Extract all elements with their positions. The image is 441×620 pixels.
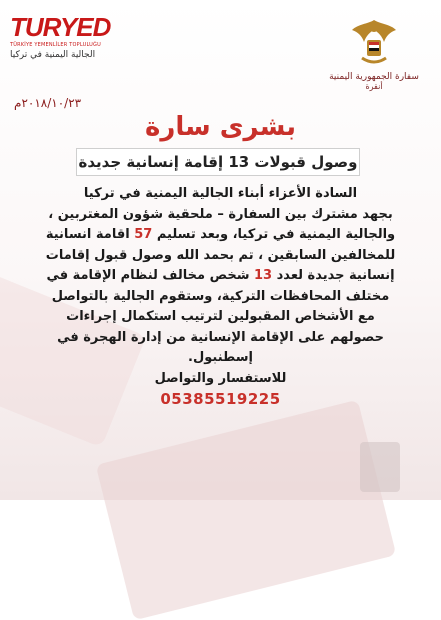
body-line-1: السادة الأعزاء أبناء الجالية اليمنية في تركيا: [83, 186, 358, 201]
contact-phone-line: [18, 389, 423, 412]
body-line-5-start: إنسانية جديدة لعدد: [272, 268, 395, 283]
subtitle: وصول قبولات 13 إقامة إنسانية جديدة: [78, 153, 358, 171]
body-line-3: [18, 225, 423, 246]
body-line-4: للمخالفين السابقين ، تم بحمد الله وصول قبول إقامات: [45, 247, 396, 263]
post-date: ٢٠١٨/١٠/٢٣م: [14, 96, 82, 110]
contact-phone[interactable]: 05385519225: [160, 390, 281, 408]
body-line-8: حصولهم على الإقامة الإنسانية من إدارة الهجرة في: [57, 329, 384, 345]
contact-label: للاستفسار والتواصل: [154, 370, 287, 386]
announcement-body: [18, 184, 423, 412]
turyed-logo: TURYED: [10, 12, 111, 42]
residence-count-accepted: 13: [254, 268, 273, 283]
turyed-logo-subtitle: TÜRKİYE YEMENLİLER TOPLULUĞU: [10, 42, 101, 48]
residence-count-delivered: 57: [134, 227, 153, 242]
body-line-2: بجهد مشترك بين السفارة – ملحقية شؤون المغتربين ،: [48, 206, 393, 222]
embassy-logo-block: [329, 14, 419, 104]
background-card-photo: [360, 442, 400, 492]
body-line-3-start: والجالية اليمنية في تركيا، وبعد تسليم: [152, 227, 396, 242]
page-title: بشرى سارة: [145, 112, 296, 142]
embassy-name: سفارة الجمهورية اليمنية: [329, 72, 419, 82]
body-line-5: [18, 266, 423, 287]
subtitle-box: [76, 148, 360, 176]
embassy-city: أنقرة: [365, 82, 383, 91]
turyed-logo-arabic: الجالية اليمنية في تركيا: [10, 50, 96, 60]
turyed-logo-block: [10, 14, 130, 60]
body-line-9: إسطنبول.: [188, 350, 253, 365]
body-line-7: مع الأشخاص المقبولين لترتيب استكمال إجراءات: [66, 309, 375, 324]
body-line-5-end: شخص مخالف لنظام الإقامة في: [46, 268, 255, 283]
yemen-eagle-emblem-icon: [346, 14, 402, 70]
body-line-6: مختلف المحافظات التركية، وستقوم الجالية بالتواصل: [51, 288, 390, 304]
body-line-3-end: اقامة انسانية: [45, 227, 135, 242]
